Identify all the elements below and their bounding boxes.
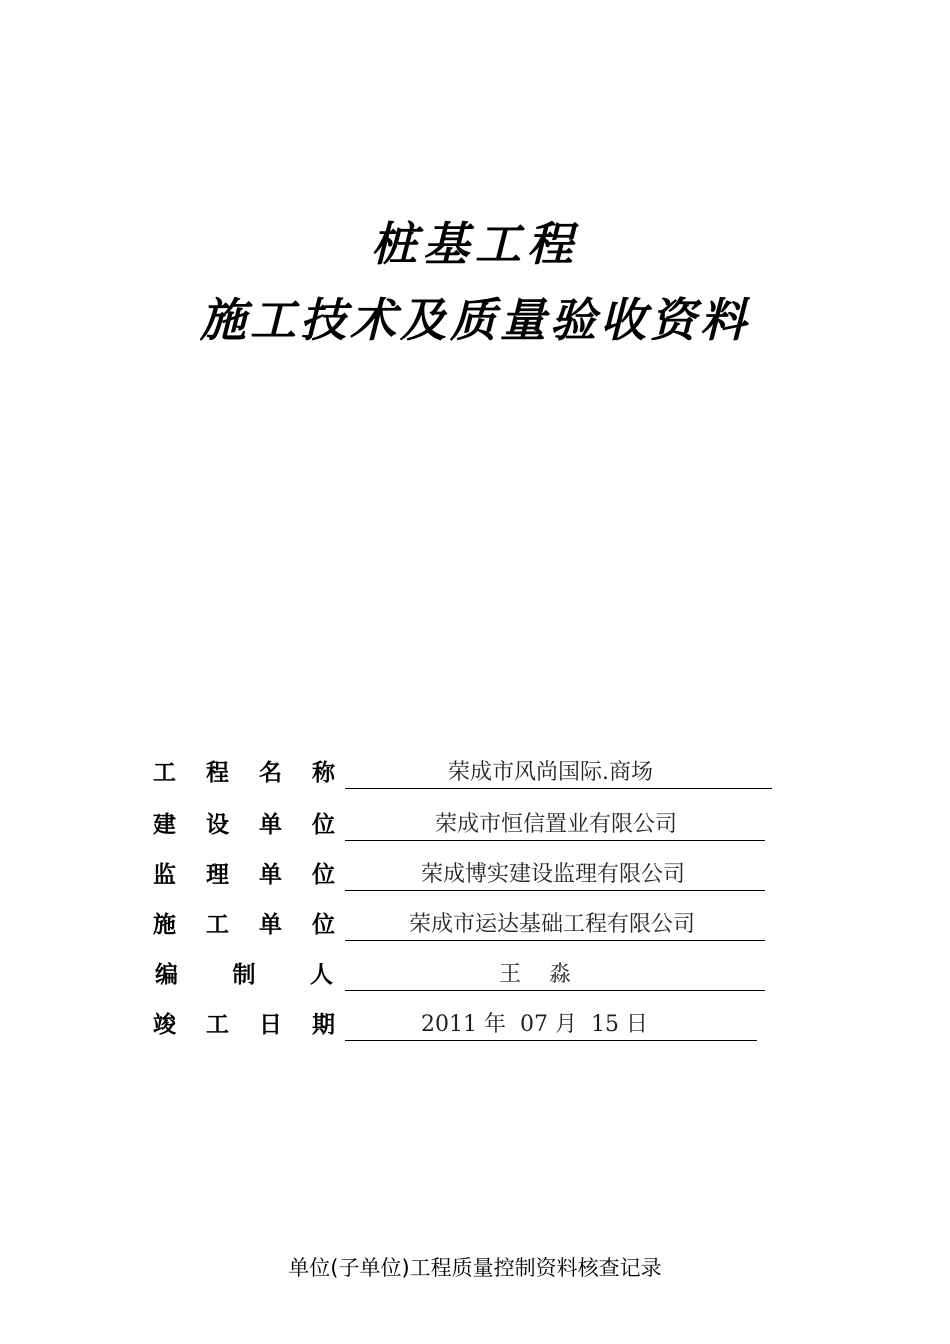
- builder-label: 建 设 单 位: [153, 812, 335, 838]
- completion-date-value: 2011 年 07 月 15 日: [421, 1012, 648, 1037]
- compiler-label: 编 制 人: [155, 962, 333, 988]
- contractor-label: 施 工 单 位: [153, 912, 335, 938]
- project-name-value: 荣成市风尚国际.商场: [448, 760, 653, 785]
- project-name-label: 工 程 名 称: [153, 760, 335, 786]
- document-title-line2: 施工技术及质量验收资料: [200, 293, 750, 347]
- footer-heading: 单位(子单位)工程质量控制资料核查记录: [288, 1256, 662, 1280]
- supervisor-label: 监 理 单 位: [153, 862, 335, 888]
- document-title-line1: 桩基工程: [371, 217, 579, 271]
- contractor-value: 荣成市运达基础工程有限公司: [409, 912, 696, 937]
- completion-date-label: 竣 工 日 期: [153, 1012, 335, 1038]
- compiler-value: 王 淼: [499, 962, 571, 987]
- supervisor-value: 荣成博实建设监理有限公司: [421, 862, 686, 887]
- builder-value: 荣成市恒信置业有限公司: [435, 812, 678, 837]
